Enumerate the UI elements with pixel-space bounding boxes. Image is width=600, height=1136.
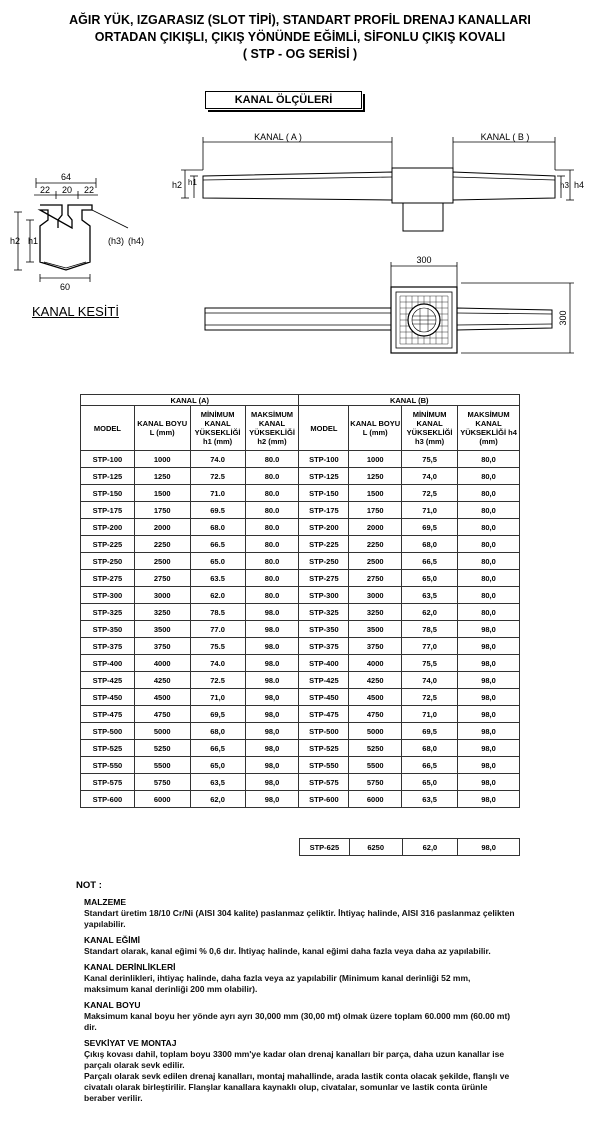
- table-cell: 2500: [134, 553, 190, 570]
- table-cell: 62.0: [190, 587, 245, 604]
- table-row: [81, 468, 520, 485]
- h1-left-label: h1: [28, 236, 39, 246]
- table-cell: 98,0: [458, 774, 520, 791]
- table-cell: 98,0: [245, 689, 299, 706]
- table-cell: 4000: [349, 655, 402, 672]
- table-cell: STP-425: [81, 672, 135, 689]
- table-cell: 98,0: [458, 740, 520, 757]
- table-row: [81, 570, 520, 587]
- table-cell: STP-450: [81, 689, 135, 706]
- table-cell: 74.0: [190, 655, 245, 672]
- table-cell: 69.5: [190, 502, 245, 519]
- table-cell: 5750: [349, 774, 402, 791]
- note-text: Standart üretim 18/10 Cr/Ni (AISI 304 kalite) paslanmaz çeliktir. İhtiyaç halinde, AISI 316 paslanmaz çelikten yapılabilir.: [84, 908, 515, 929]
- table-cell: 71,0: [402, 502, 458, 519]
- dim-22-right-label: 22: [83, 185, 95, 195]
- table-cell: STP-575: [299, 774, 349, 791]
- table-cell: 1250: [134, 468, 190, 485]
- table-cell: 4000: [134, 655, 190, 672]
- header-h3: MİNİMUM KANAL YÜKSEKLİĞİ h3 (mm): [402, 406, 458, 451]
- table-cell: 77,0: [402, 638, 458, 655]
- table-cell: STP-425: [299, 672, 349, 689]
- h2-left-label: h2: [10, 236, 21, 246]
- technical-drawing: [0, 0, 600, 380]
- table-cell: 4750: [134, 706, 190, 723]
- table-cell: 65,0: [190, 757, 245, 774]
- table-cell: 63,5: [190, 774, 245, 791]
- table-cell: 98.0: [245, 621, 299, 638]
- table-cell: STP-375: [81, 638, 135, 655]
- table-cell: 62,0: [402, 839, 458, 856]
- table-cell: 72.5: [190, 672, 245, 689]
- table-cell: 80,0: [458, 604, 520, 621]
- table-cell: 98,0: [458, 621, 520, 638]
- note-text: Parçalı olarak sevk edilen drenaj kanalları, montaj mahallinde, arada lastik conta olacak şekilde, flanşlı ve civatalı olarak birleştirilir. Flanşlar kanallara kaynaklı olup, civatalar, somunlar ve lastik conta ürünle beraber verilir.: [84, 1071, 510, 1103]
- table-cell: 65.0: [190, 553, 245, 570]
- table-cell: 74,0: [402, 468, 458, 485]
- table-group-row: [81, 395, 520, 406]
- table-cell: STP-375: [299, 638, 349, 655]
- table-cell: 63,5: [402, 791, 458, 808]
- table-cell: 3000: [349, 587, 402, 604]
- table-cell: 1250: [349, 468, 402, 485]
- table-cell: STP-275: [81, 570, 135, 587]
- table-cell: 98,0: [245, 791, 299, 808]
- table-cell: 5000: [349, 723, 402, 740]
- table-row: [81, 723, 520, 740]
- table-cell: 78.5: [190, 604, 245, 621]
- table-row: [300, 839, 520, 856]
- table-cell: 69,5: [190, 706, 245, 723]
- group-b-header: KANAL (B): [299, 395, 520, 406]
- table-cell: 5250: [134, 740, 190, 757]
- header-length-a: KANAL BOYU L (mm): [134, 406, 190, 451]
- table-cell: STP-350: [299, 621, 349, 638]
- table-cell: 80,0: [458, 468, 520, 485]
- table-row: [81, 689, 520, 706]
- table-cell: STP-325: [299, 604, 349, 621]
- dim-300-top-label: 300: [416, 255, 432, 265]
- note-text: Çıkış kovası dahil, toplam boyu 3300 mm'ye kadar olan drenaj kanalları bir parça, daha uzun kanallar ise parçalı olarak sevk edilir.: [84, 1049, 505, 1070]
- table-cell: 3250: [349, 604, 402, 621]
- table-cell: 1750: [349, 502, 402, 519]
- table-row: [81, 638, 520, 655]
- table-cell: 2750: [349, 570, 402, 587]
- note-title: MALZEME: [84, 897, 127, 907]
- table-cell: 68.0: [190, 519, 245, 536]
- table-cell: 98,0: [245, 740, 299, 757]
- table-cell: 66,5: [402, 757, 458, 774]
- table-cell: 74.0: [190, 451, 245, 468]
- table-cell: 2750: [134, 570, 190, 587]
- table-cell: 6000: [349, 791, 402, 808]
- table-cell: STP-300: [81, 587, 135, 604]
- table-cell: 80.0: [245, 502, 299, 519]
- table-cell: STP-600: [81, 791, 135, 808]
- table-cell: 5500: [134, 757, 190, 774]
- section-label: KANAL KESİTİ: [32, 304, 119, 319]
- table-cell: 2000: [134, 519, 190, 536]
- table-cell: STP-150: [299, 485, 349, 502]
- table-cell: 98,0: [245, 774, 299, 791]
- title-line-2: ORTADAN ÇIKIŞLI, ÇIKIŞ YÖNÜNDE EĞİMLİ, SİFONLU ÇIKIŞ KOVALI: [94, 30, 506, 44]
- table-cell: 1000: [134, 451, 190, 468]
- h2-side-label: h2: [172, 180, 183, 190]
- table-cell: 98,0: [245, 757, 299, 774]
- table-cell: STP-150: [81, 485, 135, 502]
- h1-side-label: h1: [188, 178, 197, 187]
- table-cell: 80.0: [245, 485, 299, 502]
- table-cell: 66,5: [190, 740, 245, 757]
- table-cell: 98,0: [245, 723, 299, 740]
- table-cell: 98.0: [245, 655, 299, 672]
- table-cell: 6250: [349, 839, 402, 856]
- table-cell: STP-275: [299, 570, 349, 587]
- table-cell: 71,0: [402, 706, 458, 723]
- note-title: KANAL EĞİMİ: [84, 935, 141, 945]
- table-cell: 98,0: [458, 655, 520, 672]
- table-cell: 98,0: [458, 839, 520, 856]
- table-cell: 98,0: [245, 706, 299, 723]
- table-cell: STP-100: [81, 451, 135, 468]
- table-row: [81, 553, 520, 570]
- table-row: [81, 791, 520, 808]
- table-cell: 80,0: [458, 451, 520, 468]
- h4-side-label: h4: [574, 180, 585, 190]
- h4-paren-label: (h4): [128, 236, 145, 246]
- table-cell: 80,0: [458, 587, 520, 604]
- table-row: [81, 655, 520, 672]
- title-line-1: AĞIR YÜK, IZGARASIZ (SLOT TİPİ), STANDART PROFİL DRENAJ KANALLARI: [69, 13, 531, 27]
- dim-60-label: 60: [59, 282, 71, 292]
- table-cell: 3500: [349, 621, 402, 638]
- note-text: Standart olarak, kanal eğimi % 0,6 dır. İhtiyaç halinde, kanal eğimi daha fazla veya daha az yapılabilir.: [84, 946, 491, 956]
- dim-22-left-label: 22: [39, 185, 51, 195]
- kanal-a-label: KANAL ( A ): [254, 132, 302, 142]
- table-cell: 63.5: [190, 570, 245, 587]
- table-cell: STP-225: [81, 536, 135, 553]
- table-cell: STP-125: [81, 468, 135, 485]
- table-cell: 80.0: [245, 468, 299, 485]
- table-cell: STP-175: [81, 502, 135, 519]
- table-cell: 66.5: [190, 536, 245, 553]
- table-cell: 2250: [349, 536, 402, 553]
- table-cell: 1000: [349, 451, 402, 468]
- dim-300-side-label: 300: [558, 310, 568, 326]
- table-cell: 98.0: [245, 638, 299, 655]
- header-h2: MAKSİMUM KANAL YÜKSEKLİĞİ h2 (mm): [245, 406, 299, 451]
- table-cell: 74,0: [402, 672, 458, 689]
- section-title: KANAL ÖLÇÜLERİ: [234, 94, 333, 106]
- notes-heading: NOT :: [76, 880, 102, 891]
- table-cell: 68,0: [190, 723, 245, 740]
- note-text: Kanal derinlikleri, ihtiyaç halinde, daha fazla veya az yapılabilir (Minimum kanal derinliği 52 mm, maksimum kanal derinliği 200 mm olabilir).: [84, 973, 471, 994]
- table-cell: 98.0: [245, 672, 299, 689]
- side-elevation-labels: [172, 132, 584, 190]
- note-text: Maksimum kanal boyu her yönde ayrı ayrı 30,000 mm (30,00 mt) olmak üzere toplam 60.000 mm (60.00 mt) dir.: [84, 1011, 511, 1032]
- dim-20-label: 20: [61, 185, 73, 195]
- table-cell: STP-475: [81, 706, 135, 723]
- table-cell: STP-600: [299, 791, 349, 808]
- table-row: [81, 757, 520, 774]
- table-row: [81, 621, 520, 638]
- table-cell: 80.0: [245, 553, 299, 570]
- h3-side-label: h3: [560, 181, 569, 190]
- table-cell: 1500: [349, 485, 402, 502]
- note-title: KANAL BOYU: [84, 1000, 141, 1010]
- header-model-a: MODEL: [81, 406, 135, 451]
- table-cell: STP-500: [81, 723, 135, 740]
- table-cell: 62,0: [402, 604, 458, 621]
- table-cell: 75,5: [402, 655, 458, 672]
- table-cell: 5000: [134, 723, 190, 740]
- header-model-b: MODEL: [299, 406, 349, 451]
- table-cell: STP-400: [81, 655, 135, 672]
- table-cell: 63,5: [402, 587, 458, 604]
- table-cell: 72,5: [402, 689, 458, 706]
- table-cell: 75.5: [190, 638, 245, 655]
- table-cell: 6000: [134, 791, 190, 808]
- table-cell: 71,0: [190, 689, 245, 706]
- table-cell: 1500: [134, 485, 190, 502]
- table-cell: STP-575: [81, 774, 135, 791]
- table-cell: 2500: [349, 553, 402, 570]
- table-cell: STP-125: [299, 468, 349, 485]
- dim-64-label: 64: [60, 172, 72, 182]
- table-cell: 4500: [349, 689, 402, 706]
- table-row: [81, 519, 520, 536]
- table-cell: STP-525: [81, 740, 135, 757]
- table-cell: STP-625: [300, 839, 350, 856]
- table-cell: 4250: [134, 672, 190, 689]
- table-cell: 2000: [349, 519, 402, 536]
- note-title: KANAL DERİNLİKLERİ: [84, 962, 176, 972]
- extra-row-table: [299, 838, 520, 856]
- table-cell: 80.0: [245, 519, 299, 536]
- table-cell: 75,5: [402, 451, 458, 468]
- table-cell: 98,0: [458, 706, 520, 723]
- table-row: [81, 587, 520, 604]
- table-cell: STP-350: [81, 621, 135, 638]
- table-cell: STP-175: [299, 502, 349, 519]
- table-row: [81, 536, 520, 553]
- table-cell: 80,0: [458, 519, 520, 536]
- dimensions-table: [80, 394, 520, 808]
- table-cell: 72,5: [402, 485, 458, 502]
- table-cell: STP-550: [299, 757, 349, 774]
- table-cell: 80,0: [458, 553, 520, 570]
- table-row: [81, 604, 520, 621]
- group-a-header: KANAL (A): [81, 395, 299, 406]
- table-cell: STP-525: [299, 740, 349, 757]
- table-cell: STP-400: [299, 655, 349, 672]
- table-cell: 68,0: [402, 740, 458, 757]
- table-cell: 5750: [134, 774, 190, 791]
- table-cell: 4750: [349, 706, 402, 723]
- table-cell: 3500: [134, 621, 190, 638]
- kanal-b-label: KANAL ( B ): [480, 132, 530, 142]
- table-cell: STP-325: [81, 604, 135, 621]
- table-cell: 98,0: [458, 638, 520, 655]
- table-cell: 66,5: [402, 553, 458, 570]
- side-elevation-drawing: [181, 137, 574, 231]
- table-cell: 68,0: [402, 536, 458, 553]
- title-line-3: ( STP - OG SERİSİ ): [242, 47, 358, 61]
- table-cell: 80.0: [245, 570, 299, 587]
- table-cell: 5500: [349, 757, 402, 774]
- table-row: [81, 706, 520, 723]
- header-length-b: KANAL BOYU L (mm): [349, 406, 402, 451]
- table-cell: 80,0: [458, 502, 520, 519]
- table-cell: 3000: [134, 587, 190, 604]
- table-row: [81, 485, 520, 502]
- table-cell: STP-250: [81, 553, 135, 570]
- table-cell: 98,0: [458, 791, 520, 808]
- table-row: [81, 740, 520, 757]
- table-cell: 62,0: [190, 791, 245, 808]
- table-cell: 78,5: [402, 621, 458, 638]
- table-cell: 80.0: [245, 451, 299, 468]
- table-cell: STP-300: [299, 587, 349, 604]
- table-cell: 98,0: [458, 689, 520, 706]
- notes-section: [76, 880, 516, 1104]
- note-title: SEVKİYAT VE MONTAJ: [84, 1038, 177, 1048]
- h3-paren-label: (h3): [108, 236, 125, 246]
- table-cell: 3250: [134, 604, 190, 621]
- table-cell: 1750: [134, 502, 190, 519]
- table-cell: STP-225: [299, 536, 349, 553]
- table-cell: STP-475: [299, 706, 349, 723]
- table-header-row: [81, 406, 520, 451]
- plan-view-drawing: [205, 262, 574, 353]
- table-row: [81, 672, 520, 689]
- table-cell: STP-250: [299, 553, 349, 570]
- header-h4: MAKSİMUM KANAL YÜKSEKLİĞİ h4 (mm): [458, 406, 520, 451]
- table-cell: 98.0: [245, 604, 299, 621]
- table-cell: 69,5: [402, 723, 458, 740]
- table-row: [81, 502, 520, 519]
- table-cell: 65,0: [402, 774, 458, 791]
- table-row: [81, 774, 520, 791]
- table-cell: 77.0: [190, 621, 245, 638]
- table-cell: STP-200: [299, 519, 349, 536]
- table-row: [81, 451, 520, 468]
- table-cell: 80,0: [458, 485, 520, 502]
- table-cell: 80.0: [245, 587, 299, 604]
- table-cell: 3750: [349, 638, 402, 655]
- table-cell: STP-450: [299, 689, 349, 706]
- table-cell: 2250: [134, 536, 190, 553]
- table-cell: 98,0: [458, 723, 520, 740]
- table-cell: 80,0: [458, 536, 520, 553]
- notes-list: [76, 897, 516, 1104]
- table-cell: 71.0: [190, 485, 245, 502]
- table-cell: 98,0: [458, 672, 520, 689]
- table-cell: STP-100: [299, 451, 349, 468]
- table-cell: 3750: [134, 638, 190, 655]
- table-cell: 4500: [134, 689, 190, 706]
- table-cell: 98,0: [458, 757, 520, 774]
- table-cell: STP-500: [299, 723, 349, 740]
- table-cell: 5250: [349, 740, 402, 757]
- table-cell: STP-550: [81, 757, 135, 774]
- header-h1: MİNİMUM KANAL YÜKSEKLİĞİ h1 (mm): [190, 406, 245, 451]
- table-cell: 4250: [349, 672, 402, 689]
- table-cell: 65,0: [402, 570, 458, 587]
- table-cell: 72.5: [190, 468, 245, 485]
- table-cell: STP-200: [81, 519, 135, 536]
- table-cell: 69,5: [402, 519, 458, 536]
- table-cell: 80,0: [458, 570, 520, 587]
- table-cell: 80.0: [245, 536, 299, 553]
